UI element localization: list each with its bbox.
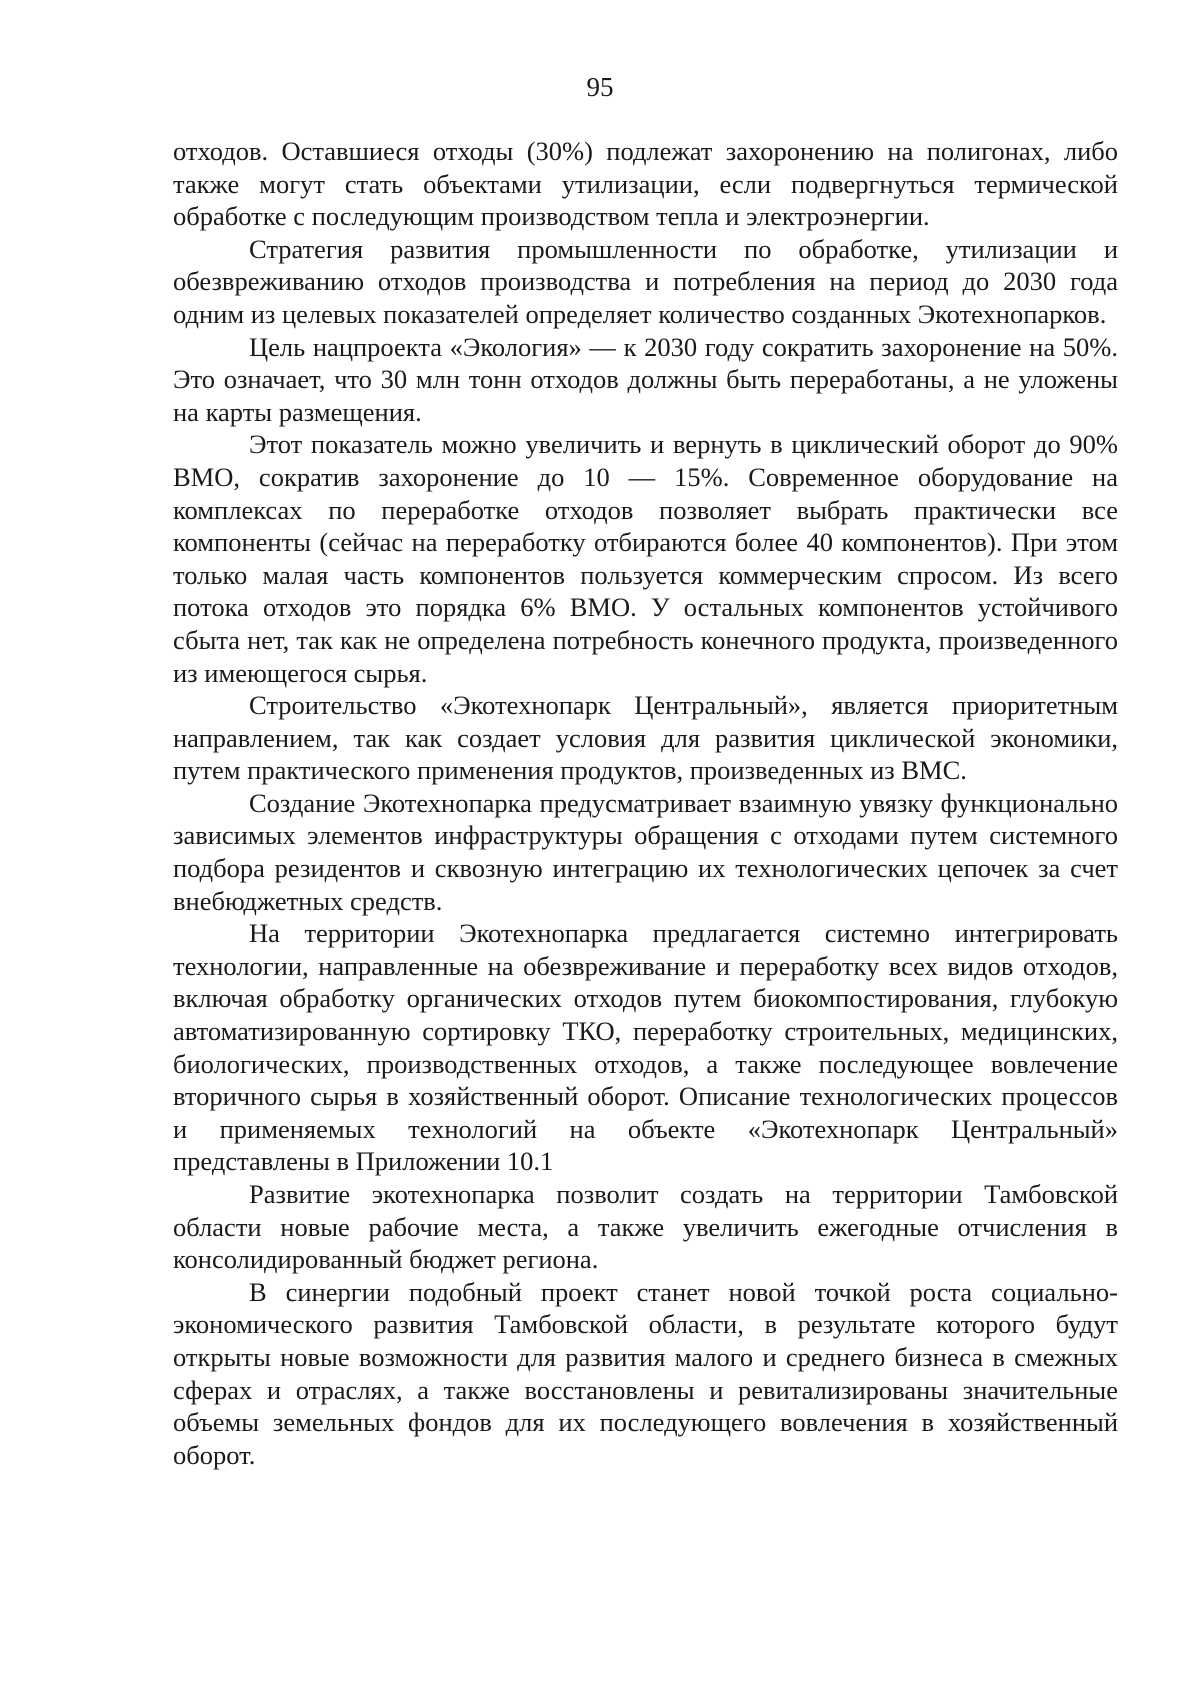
paragraph-continuation: отходов. Оставшиеся отходы (30%) подлежат захоронению на полигонах, либо также могут стать объектами утилизации, если подвергнуться термической обработке с последующим производством тепла и электроэнергии. [173, 136, 1118, 232]
paragraph-indicator: Этот показатель можно увеличить и вернуть в циклический оборот до 90% ВМО, сократив захоронение до 10 — 15%. Современное оборудование на комплексах по переработке отходов позволяет выбрать практически все компоненты (сейчас на переработку отбираются более 40 компонентов). При этом только малая часть компонентов пользуется коммерческим спросом. Из всего потока отходов это порядка 6% ВМО. У остальных компонентов устойчивого сбыта нет, так как не определена потребность конечного продукта, произведенного из имеющегося сырья. [173, 429, 1118, 688]
paragraph-creation: Создание Экотехнопарка предусматривает взаимную увязку функционально зависимых элементов инфраструктуры обращения с отходами путем системного подбора резидентов и сквозную интеграцию их технологических цепочек за счет внебюджетных средств. [173, 787, 1118, 916]
paragraph-construction: Строительство «Экотехнопарк Центральный», является приоритетным направлением, так как создает условия для развития циклической экономики, путем практического применения продуктов, произведенных из ВМС. [173, 690, 1118, 786]
paragraph-synergy: В синергии подобный проект станет новой точкой роста социально-экономического развития Тамбовской области, в результате которого будут открыты новые возможности для развития малого и среднего бизнеса в смежных сферах и отраслях, а также восстановлены и ревитализированы значительные объемы земельных фондов для их последующего вовлечения в хозяйственный оборот. [173, 1276, 1118, 1470]
paragraph-national-project: Цель нацпроекта «Экология» — к 2030 году сократить захоронение на 50%. Это означает, что 30 млн тонн отходов должны быть переработаны, а не уложены на карты размещения. [173, 331, 1118, 427]
document-body [173, 135, 1118, 1471]
paragraph-territory: На территории Экотехнопарка предлагается системно интегрировать технологии, направленные на обезвреживание и переработку всех видов отходов, включая обработку органических отходов путем биокомпостирования, глубокую автоматизированную сортировку ТКО, переработку строительных, медицинских, биологических, производственных отходов, а также последующее вовлечение вторичного сырья в хозяйственный оборот. Описание технологических процессов и применяемых технологий на объекте «Экотехнопарк Центральный» представлены в Приложении 10.1 [173, 918, 1118, 1177]
paragraph-development: Развитие экотехнопарка позволит создать на территории Тамбовской области новые рабочие места, а также увеличить ежегодные отчисления в консолидированный бюджет региона. [173, 1179, 1118, 1275]
paragraph-strategy: Стратегия развития промышленности по обработке, утилизации и обезвреживанию отходов производства и потребления на период до 2030 года одним из целевых показателей определяет количество созданных Экотехнопарков. [173, 233, 1118, 329]
page-number: 95 [586, 72, 614, 102]
